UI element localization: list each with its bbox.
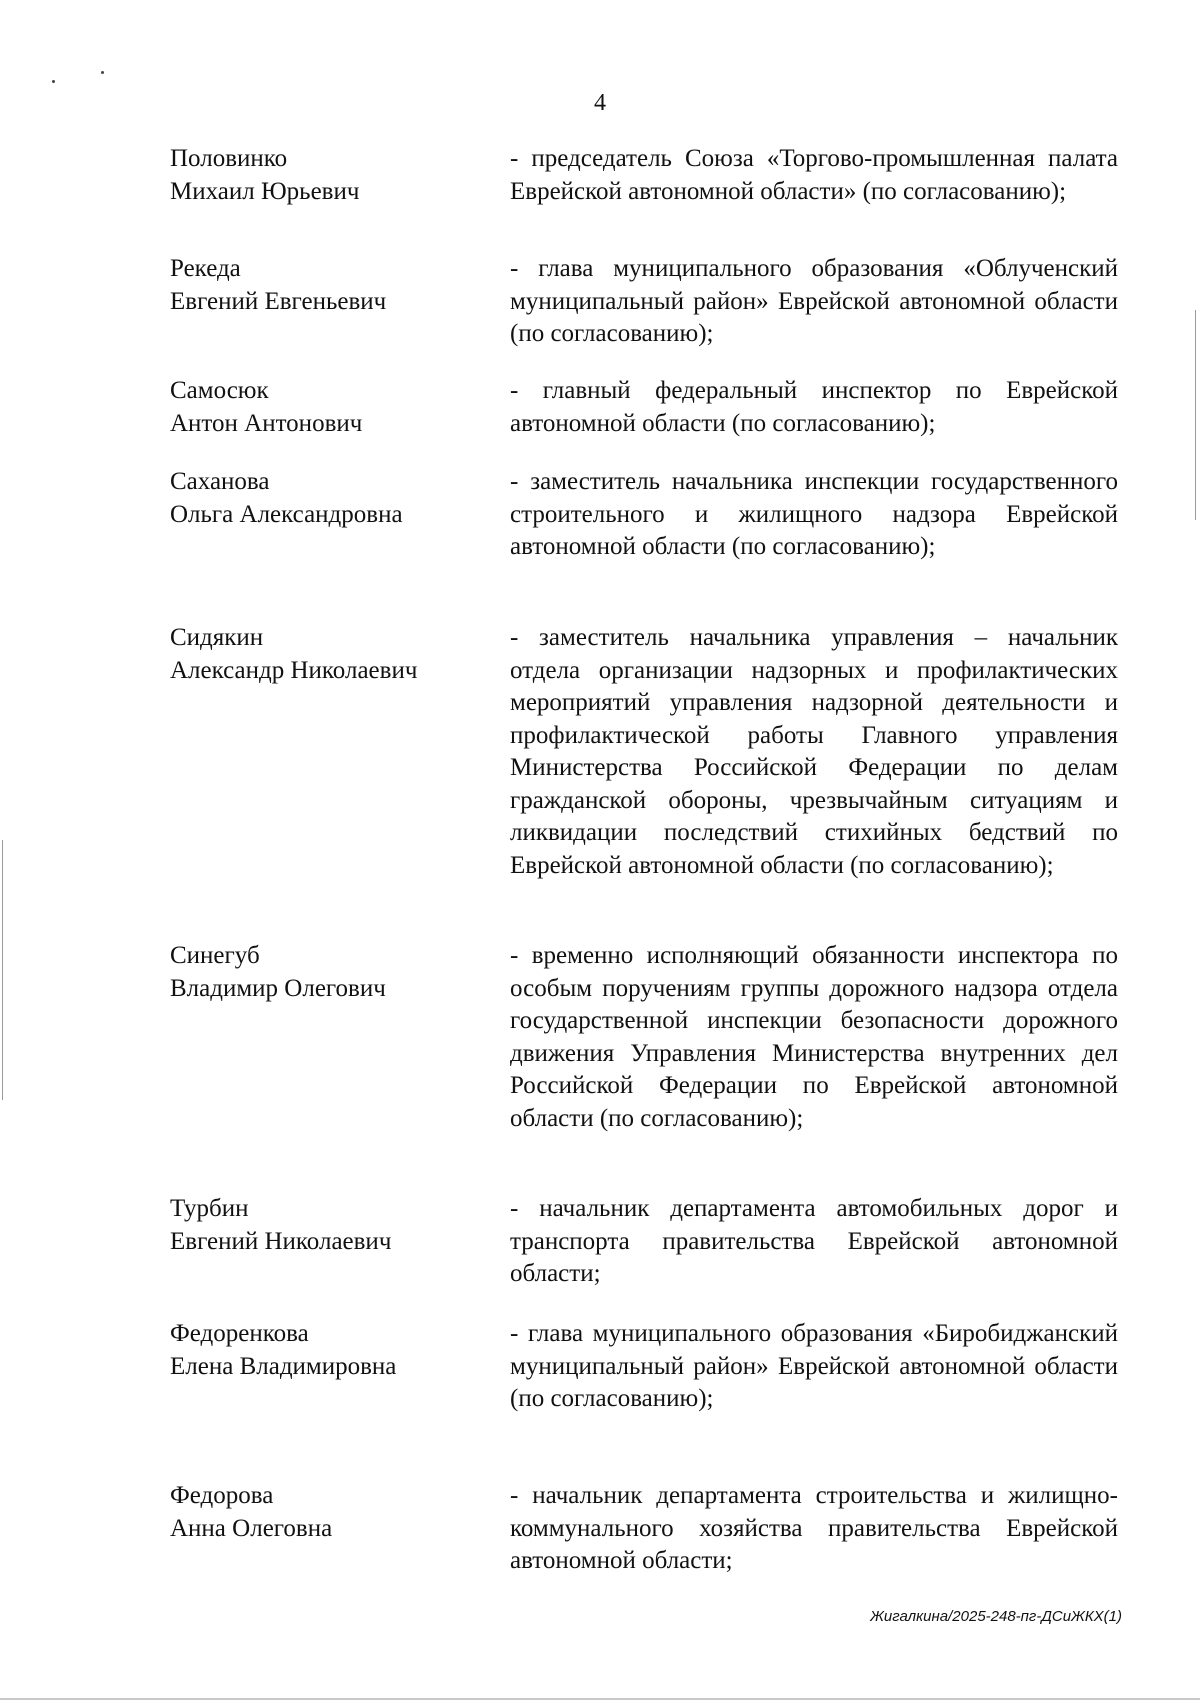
member-role: [510, 940, 1118, 1135]
member-surname: Половинко: [170, 145, 288, 172]
member-name: [170, 1480, 490, 1545]
member-role: [510, 622, 1118, 882]
member-role: [510, 1318, 1118, 1416]
member-name: [170, 375, 490, 440]
member-role-text: - начальник департамента автомобильных дорог и транспорта правительства Еврейской автономной области;: [510, 1195, 1118, 1287]
member-given-names: Антон Антонович: [170, 409, 363, 437]
member-surname: Самосюк: [170, 377, 269, 404]
member-role-text: - глава муниципального образования «Облученский муниципальный район» Еврейской автономной области (по согласованию);: [510, 255, 1118, 347]
member-surname: Рекеда: [170, 255, 241, 282]
member-surname: Федорова: [170, 1482, 274, 1509]
member-name: [170, 253, 490, 318]
scan-edge-line: [1195, 310, 1196, 520]
member-name: [170, 940, 490, 1005]
page-number: 4: [594, 90, 606, 116]
member-given-names: Елена Владимировна: [170, 1352, 397, 1380]
member-surname: Турбин: [170, 1195, 249, 1222]
member-role: [510, 1480, 1118, 1578]
member-role: [510, 375, 1118, 440]
member-name: [170, 1318, 490, 1383]
member-role: [510, 1193, 1118, 1291]
member-name: [170, 622, 490, 687]
member-role-text: - заместитель начальника инспекции государственного строительного и жилищного надзора Еврейской автономной области (по согласованию);: [510, 468, 1118, 560]
member-given-names: Михаил Юрьевич: [170, 177, 360, 205]
member-given-names: Ольга Александровна: [170, 500, 403, 528]
member-role-text: - начальник департамента строительства и жилищно-коммунального хозяйства правительства Еврейской автономной области;: [510, 1482, 1118, 1574]
member-name: [170, 466, 490, 531]
member-surname: Синегуб: [170, 942, 260, 969]
member-name: [170, 1193, 490, 1258]
member-role: [510, 466, 1118, 564]
member-given-names: Евгений Евгеньевич: [170, 287, 387, 315]
member-role-text: - глава муниципального образования «Биробиджанский муниципальный район» Еврейской автономной области (по согласованию);: [510, 1320, 1118, 1412]
member-given-names: Анна Олеговна: [170, 1514, 333, 1542]
scan-speck: [52, 80, 55, 83]
scan-speck: [101, 71, 104, 74]
member-role: [510, 143, 1118, 208]
member-role-text: - председатель Союза «Торгово-промышленная палата Еврейской автономной области» (по согласованию);: [510, 145, 1118, 205]
member-role-text: - временно исполняющий обязанности инспектора по особым поручениям группы дорожного надзора отдела государственной инспекции безопасности дорожного движения Управления Министерства внутренних дел Российской Федерации по Еврейской автономной области (по согласованию);: [510, 942, 1118, 1132]
member-given-names: Евгений Николаевич: [170, 1227, 392, 1255]
member-surname: Саханова: [170, 468, 270, 495]
member-surname: Федоренкова: [170, 1320, 309, 1347]
member-role-text: - главный федеральный инспектор по Еврейской автономной области (по согласованию);: [510, 377, 1118, 437]
member-surname: Сидякин: [170, 624, 264, 651]
member-given-names: Владимир Олегович: [170, 974, 386, 1002]
member-role: [510, 253, 1118, 351]
scan-edge-line: [2, 840, 3, 1100]
member-name: [170, 143, 490, 208]
member-role-text: - заместитель начальника управления – начальник отдела организации надзорных и профилактических мероприятий управления надзорной деятельности и профилактической работы Главного управления Министерства Российской Федерации по делам гражданской обороны, чрезвычайным ситуациям и ликвидации последствий стихийных бедствий по Еврейской автономной области (по согласованию);: [510, 624, 1118, 879]
scan-bottom-edge: [0, 1698, 1200, 1700]
member-given-names: Александр Николаевич: [170, 656, 418, 684]
document-reference: Жигалкина/2025-248-пг-ДСиЖКХ(1): [870, 1608, 1122, 1625]
